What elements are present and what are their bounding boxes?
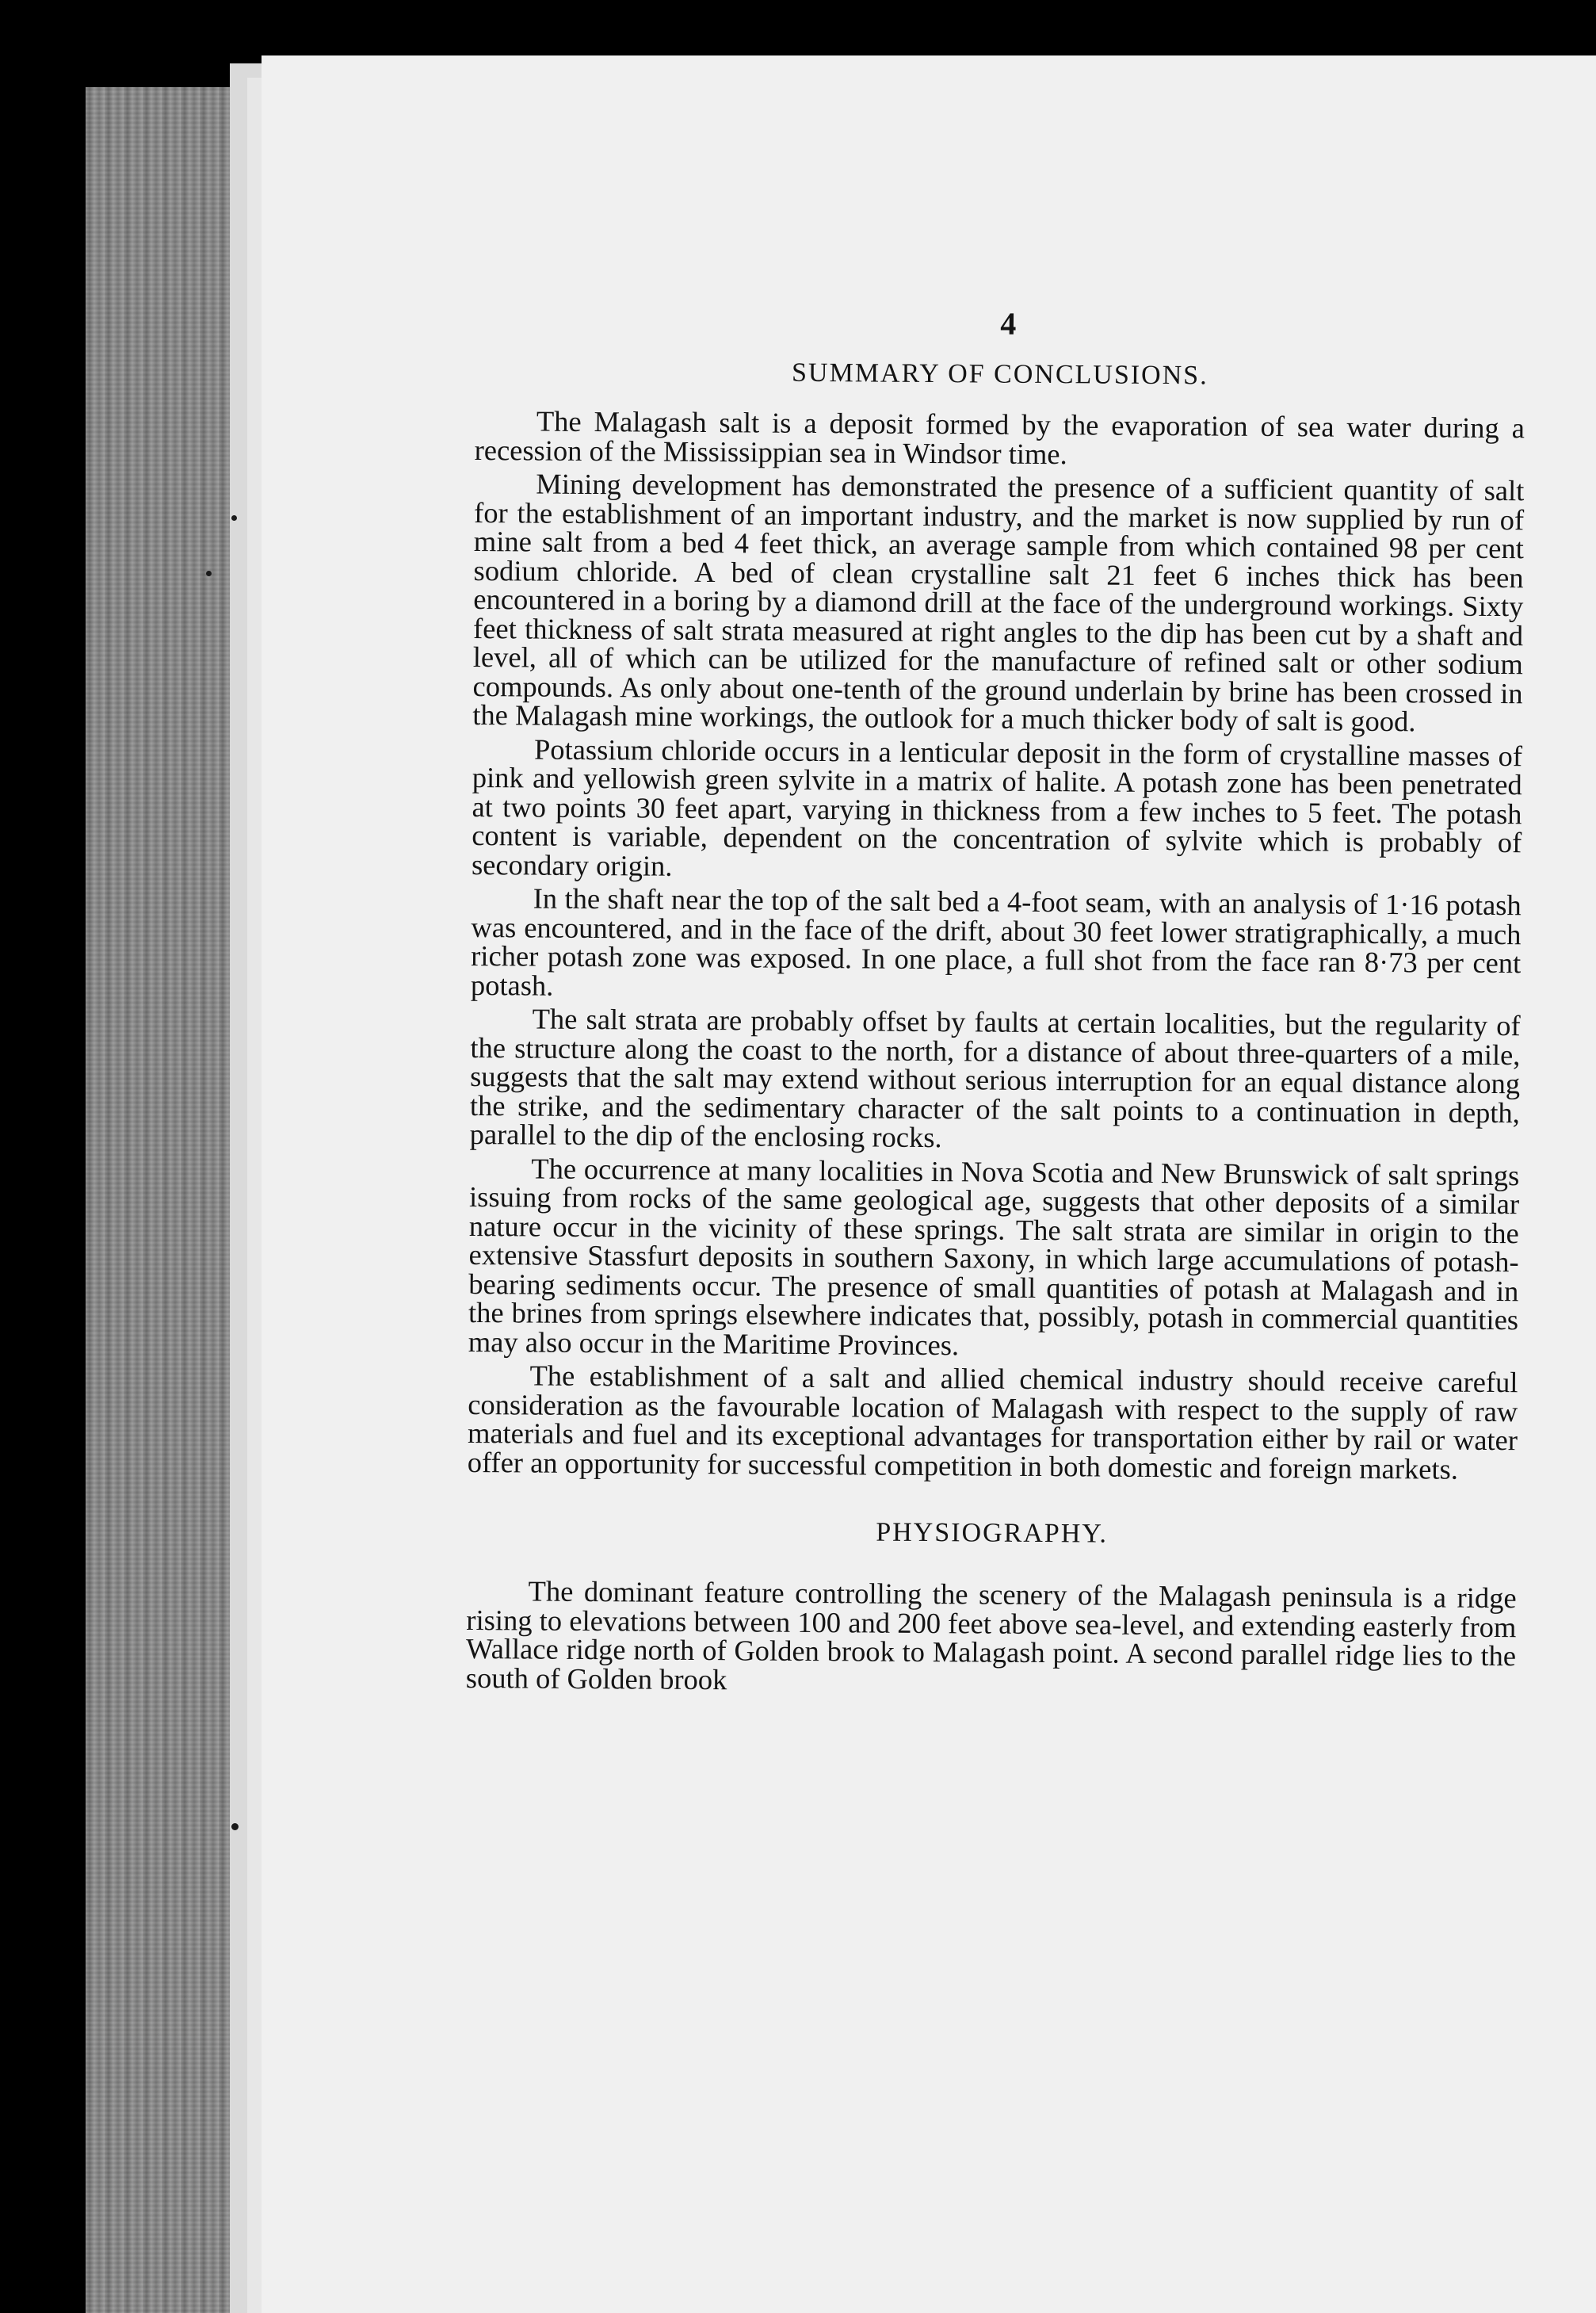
summary-paragraph: Potassium chloride occurs in a lenticular deposit in the form of crystalline masses of pink and yellowish green sylvite in a matrix of halite. A potash zone has been penetrated at two points 30 feet apart, varying in thickness from a few inches to 5 feet. The potash content is variable, dependent on the concentration of sylvite which is probably of secondary origin.	[471, 732, 1523, 882]
summary-paragraph: The establishment of a salt and allied chemical industry should receive careful consideration as the favourable location of Malagash with respect to the supply of raw materials and fuel and its exceptional advantages for transportation either by rail or water offer an opportunity for successful competition in both domestic and foreign markets.	[467, 1359, 1518, 1485]
page-number: 4	[1000, 305, 1017, 342]
summary-heading: SUMMARY OF CONCLUSIONS.	[791, 357, 1208, 391]
physiography-paragraph: The dominant feature controlling the scenery of the Malagash peninsula is a ridge rising to elevations between 100 and 200 feet above sea-level, and extending easterly from Wallace ridge north of Golden brook to Malagash point. A second parallel ridge lies to the south of Golden brook	[465, 1574, 1517, 1696]
margin-speck	[206, 571, 212, 576]
summary-paragraph: The occurrence at many localities in Nova Scotia and New Brunswick of salt springs issuing from rocks of the same geological age, suggests that other deposits of a similar nature occur in the vicinity of these springs. The salt strata are similar in origin to the extensive Stassfurt deposits in southern Saxony, in which large accumulations of potash-bearing sediments occur. The presence of small quantities of potash at Malagash and in the brines from springs elsewhere indicates that, possibly, potash in commercial quantities may also occur in the Maritime Provinces.	[468, 1152, 1520, 1361]
text-column	[466, 301, 1525, 1704]
book-binding-edge	[86, 87, 244, 2313]
summary-paragraph: The Malagash salt is a deposit formed by the evaporation of sea water during a recession of the Mississippian sea in Windsor time.	[474, 404, 1525, 470]
physiography-heading: PHYSIOGRAPHY.	[876, 1517, 1109, 1549]
document-page	[262, 55, 1596, 2313]
summary-paragraph: In the shaft near the top of the salt bed a 4-foot seam, with an analysis of 1·16 potash was encountered, and in the face of the drift, about 30 feet lower stratigraphically, a much richer potash zone was exposed. In one place, a full shot from the face ran 8·73 per cent potash.	[470, 881, 1522, 1002]
summary-paragraph: The salt strata are probably offset by faults at certain localities, but the regularity of the structure along the coast to the north, for a distance of about three-quarters of a mile, suggests that the salt may extend without serious interruption for an equal distance along the strike, and the sedimentary character of the salt points to a continuation in depth, parallel to the dip of the enclosing rocks.	[469, 1002, 1521, 1154]
margin-speck	[231, 515, 237, 521]
summary-paragraph: Mining development has demonstrated the presence of a sufficient quantity of salt for the establishment of an important industry, and the market is now supplied by run of mine salt from a bed 4 feet thick, an average sample from which contained 98 per cent sodium chloride. A bed of clean crystalline salt 21 feet 6 inches thick has been encountered in a boring by a diamond drill at the face of the underground workings. Sixty feet thickness of salt strata measured at right angles to the dip has been cut by a shaft and level, all of which can be utilized for the manufacture of refined salt or other sodium compounds. As only about one-tenth of the ground underlain by brine has been crossed in the Malagash mine workings, the outlook for a much thicker body of salt is good.	[472, 467, 1525, 738]
margin-speck	[231, 1823, 239, 1830]
